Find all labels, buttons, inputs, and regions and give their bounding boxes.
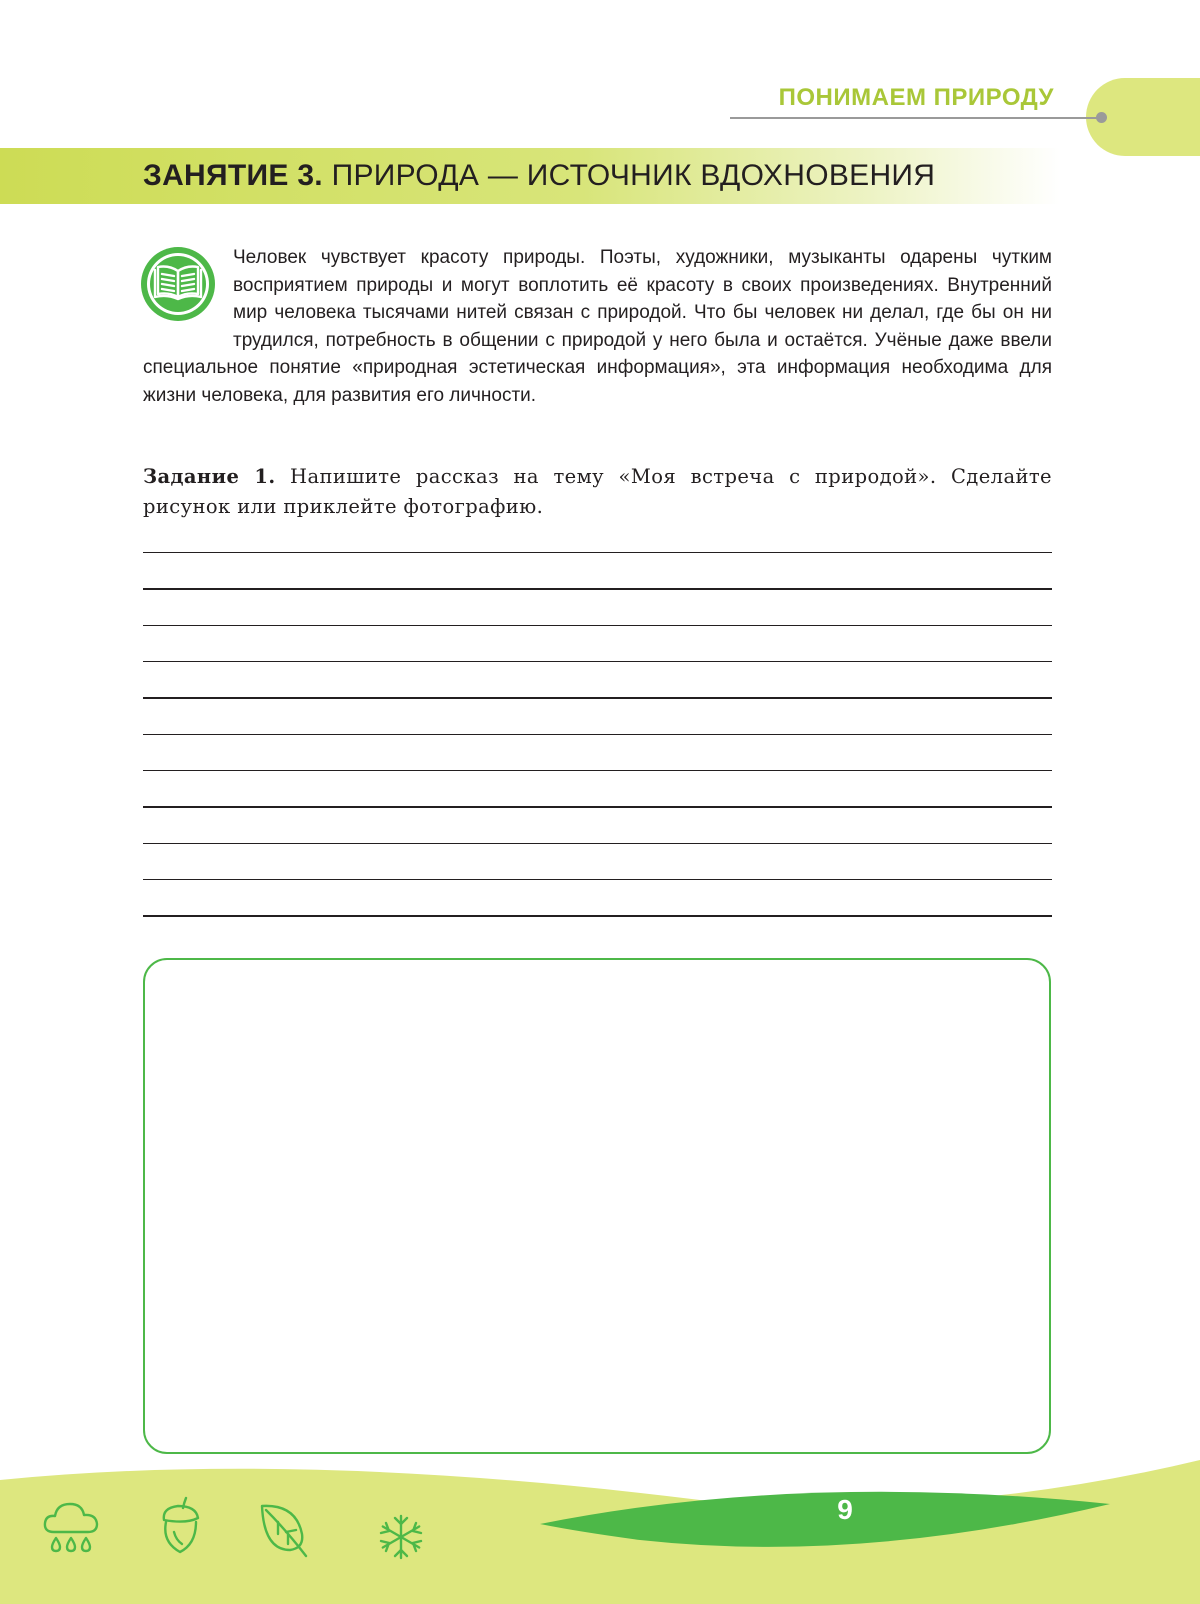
writing-line[interactable] xyxy=(143,806,1052,808)
intro-text: Человек чувствует красоту природы. Поэты, художники, музыканты одарены чутким восприятием природы и могут воплотить её красоту в своих произведениях. Внутренний мир человека тысячами нитей связан с природой. Что бы человек ни делал, где бы он ни трудился, потребность в общении с природой у него была и остаётся. Учёные даже ввели специальное понятие «природная эстетическая информация», эта информация необходима для жизни человека, для развития его личности. xyxy=(143,247,1052,406)
writing-line[interactable] xyxy=(143,843,1052,844)
intro-paragraph xyxy=(143,244,1052,409)
section-divider-dot xyxy=(1096,112,1107,123)
rain-cloud-icon xyxy=(40,1496,102,1558)
task-instruction xyxy=(143,462,1052,522)
task-text: Напишите рассказ на тему «Моя встреча с природой». Сделайте рисунок или приклейте фотографию. xyxy=(143,465,1052,518)
writing-line[interactable] xyxy=(143,915,1052,917)
writing-line[interactable] xyxy=(143,625,1052,626)
acorn-icon xyxy=(156,1494,206,1558)
drawing-area-frame[interactable] xyxy=(143,958,1051,1454)
writing-line[interactable] xyxy=(143,734,1052,735)
writing-line[interactable] xyxy=(143,770,1052,771)
writing-line[interactable] xyxy=(143,661,1052,662)
writing-line[interactable] xyxy=(143,552,1052,553)
task-label: Задание 1. xyxy=(143,465,276,488)
section-divider xyxy=(730,117,1102,119)
snowflake-icon xyxy=(378,1514,424,1560)
lesson-number: ЗАНЯТИЕ 3. xyxy=(143,159,323,192)
lesson-title xyxy=(143,159,935,193)
writing-line[interactable] xyxy=(143,588,1052,590)
page-number: 9 xyxy=(837,1494,853,1525)
lesson-title-text: ПРИРОДА — ИСТОЧНИК ВДОХНОВЕНИЯ xyxy=(331,159,936,192)
leaf-icon xyxy=(256,1500,312,1560)
writing-line[interactable] xyxy=(143,879,1052,880)
writing-line[interactable] xyxy=(143,697,1052,699)
section-title: ПОНИМАЕМ ПРИРОДУ xyxy=(778,84,1054,111)
